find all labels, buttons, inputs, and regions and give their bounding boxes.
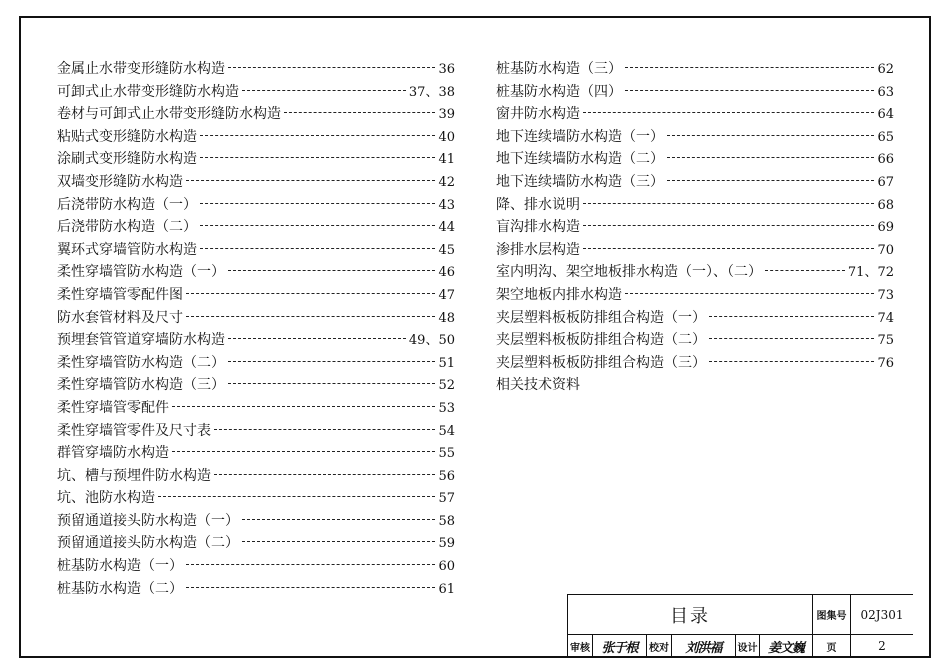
toc-entry — [57, 420, 455, 443]
atlas-number-label: 图集号 — [813, 595, 851, 635]
toc-leader-dashes — [625, 293, 874, 294]
toc-entry-page: 48 — [438, 310, 455, 326]
toc-entry-page: 76 — [877, 355, 894, 371]
toc-entry-page: 62 — [877, 62, 894, 77]
title-block — [567, 594, 913, 657]
toc-leader-dashes — [583, 112, 874, 113]
toc-entry-title: 预留通道接头防水构造（二） — [57, 535, 239, 552]
document-title: 目录 — [568, 595, 813, 635]
toc-leader-dashes — [284, 112, 435, 113]
toc-entry-title: 柔性穿墙管零配件图 — [57, 286, 183, 303]
toc-entry-page: 69 — [877, 220, 894, 236]
toc-entry — [496, 126, 894, 149]
toc-entry-title: 柔性穿墙管零配件 — [57, 399, 169, 416]
toc-entry — [57, 103, 455, 126]
toc-entry-title: 防水套管材料及尺寸 — [57, 309, 183, 326]
toc-leader-dashes — [158, 496, 435, 497]
toc-entry-title: 翼环式穿墙管防水构造 — [57, 241, 197, 258]
toc-entry — [57, 239, 455, 262]
atlas-number: 02J301 — [851, 595, 913, 635]
toc-entry — [57, 261, 455, 284]
toc-leader-dashes — [625, 67, 874, 68]
toc-entry-title: 粘贴式变形缝防水构造 — [57, 128, 197, 145]
toc-entry-page: 67 — [877, 174, 894, 190]
review-signature: 张于根 — [593, 635, 647, 657]
design-label: 设计 — [736, 635, 760, 657]
toc-entry — [57, 126, 455, 149]
toc-leader-dashes — [186, 180, 435, 181]
toc-entry — [57, 578, 455, 601]
review-label: 审核 — [568, 635, 593, 657]
toc-entry-page: 75 — [877, 333, 894, 349]
toc-entry-page: 53 — [438, 400, 455, 416]
toc-entry — [496, 284, 894, 307]
toc-leader-dashes — [186, 293, 435, 294]
toc-entry-title: 相关技术资料 — [496, 377, 580, 394]
toc-leader-dashes — [667, 157, 874, 158]
check-signature: 刘洪福 — [672, 635, 736, 657]
toc-leader-dashes — [172, 406, 435, 407]
toc-leader-dashes — [709, 316, 874, 317]
toc-entry-title: 双墙变形缝防水构造 — [57, 173, 183, 190]
toc-entry-page: 63 — [877, 84, 894, 100]
toc-entry — [57, 510, 455, 533]
toc-entry-page: 60 — [438, 559, 455, 575]
toc-entry — [57, 442, 455, 465]
toc-entry-title: 金属止水带变形缝防水构造 — [57, 61, 225, 77]
toc-leader-dashes — [228, 270, 435, 271]
toc-leader-dashes — [200, 157, 435, 158]
toc-entry — [496, 103, 894, 126]
toc-entry — [496, 171, 894, 194]
toc-entry — [57, 329, 455, 352]
toc-entry-page: 52 — [438, 378, 455, 394]
toc-leader-dashes — [583, 203, 874, 204]
toc-entry-title: 桩基防水构造（一） — [57, 558, 183, 575]
toc-leader-dashes — [242, 519, 435, 520]
toc-entry — [57, 397, 455, 420]
toc-entry-page: 51 — [438, 355, 455, 371]
toc-entry-page: 45 — [438, 242, 455, 258]
toc-leader-dashes — [242, 90, 406, 91]
toc-entry-title: 坑、槽与预埋件防水构造 — [57, 467, 211, 484]
toc-leader-dashes — [228, 361, 435, 362]
toc-entry — [57, 216, 455, 239]
toc-entry-title: 地下连续墙防水构造（一） — [496, 128, 664, 145]
toc-entry-title: 桩基防水构造（二） — [57, 580, 183, 597]
signature-row — [568, 635, 913, 657]
toc-entry-page: 58 — [438, 513, 455, 529]
toc-leader-dashes — [709, 338, 874, 339]
toc-entry-page: 42 — [438, 174, 455, 190]
toc-entry-page: 36 — [438, 62, 455, 77]
toc-entry — [496, 352, 894, 375]
toc-entry-page: 70 — [877, 242, 894, 258]
toc-leader-dashes — [186, 316, 435, 317]
toc-entry-title: 卷材与可卸式止水带变形缝防水构造 — [57, 106, 281, 123]
toc-entry-title: 地下连续墙防水构造（二） — [496, 151, 664, 168]
toc-entry-page: 49、50 — [408, 333, 455, 349]
toc-leader-dashes — [625, 90, 874, 91]
toc-leader-dashes — [214, 474, 435, 475]
toc-leader-dashes — [583, 248, 874, 249]
toc-entry-page: 44 — [438, 220, 455, 236]
toc-entry — [496, 194, 894, 217]
toc-entry-title: 预埋套管管道穿墙防水构造 — [57, 332, 225, 349]
toc-entry-title: 柔性穿墙管防水构造（一） — [57, 264, 225, 281]
toc-entry-page: 47 — [438, 287, 455, 303]
toc-entry-page: 71、72 — [847, 265, 894, 281]
toc-entry-title: 涂刷式变形缝防水构造 — [57, 151, 197, 168]
toc-entry — [496, 374, 894, 397]
toc-entry — [57, 532, 455, 555]
toc-entry-title: 后浇带防水构造（一） — [57, 196, 197, 213]
toc-entry-title: 可卸式止水带变形缝防水构造 — [57, 83, 239, 100]
toc-entry — [57, 352, 455, 375]
toc-entry-page: 46 — [438, 265, 455, 281]
toc-entry — [496, 261, 894, 284]
toc-leader-dashes — [667, 180, 874, 181]
toc-leader-dashes — [200, 135, 435, 136]
toc-entry-title: 渗排水层构造 — [496, 241, 580, 258]
toc-leader-dashes — [228, 383, 435, 384]
toc-entry-title: 地下连续墙防水构造（三） — [496, 173, 664, 190]
toc-entry — [57, 284, 455, 307]
toc-entry-page: 66 — [877, 152, 894, 168]
toc-entry — [57, 81, 455, 104]
toc-entry-page: 56 — [438, 468, 455, 484]
check-label: 校对 — [647, 635, 672, 657]
toc-entry — [57, 487, 455, 510]
toc-leader-dashes — [200, 248, 435, 249]
toc-leader-dashes — [200, 203, 435, 204]
page-number: 2 — [878, 639, 886, 653]
toc-leader-dashes — [583, 225, 874, 226]
toc-leader-dashes — [765, 270, 845, 271]
toc-leader-dashes — [242, 541, 435, 542]
toc-entry — [496, 216, 894, 239]
toc-entry-page: 55 — [438, 446, 455, 462]
toc-column-left — [57, 58, 455, 600]
toc-entry-page: 73 — [877, 287, 894, 303]
toc-entry-title: 夹层塑料板板防排组合构造（二） — [496, 332, 706, 349]
toc-entry-page: 59 — [438, 536, 455, 552]
toc-entry-page: 40 — [438, 129, 455, 145]
toc-entry-page: 65 — [877, 129, 894, 145]
toc-entry-page: 41 — [438, 152, 455, 168]
toc-entry-title: 柔性穿墙管防水构造（二） — [57, 354, 225, 371]
toc-entry-title: 桩基防水构造（三） — [496, 61, 622, 77]
toc-entry-title: 桩基防水构造（四） — [496, 83, 622, 100]
toc-entry — [496, 58, 894, 81]
toc-entry-title: 盲沟排水构造 — [496, 219, 580, 236]
toc-entry-title: 室内明沟、架空地板排水构造（一）、（二） — [496, 264, 762, 281]
toc-leader-dashes — [709, 361, 874, 362]
toc-entry-title: 群管穿墙防水构造 — [57, 445, 169, 462]
toc-entry — [57, 194, 455, 217]
toc-entry-page: 57 — [438, 491, 455, 507]
toc-entry — [496, 81, 894, 104]
toc-entry-page: 68 — [877, 197, 894, 213]
toc-leader-dashes — [186, 564, 435, 565]
toc-entry-title: 窗井防水构造 — [496, 106, 580, 123]
toc-entry — [57, 58, 455, 81]
toc-column-right — [496, 58, 894, 397]
toc-entry-page: 43 — [438, 197, 455, 213]
toc-entry-title: 后浇带防水构造（二） — [57, 219, 197, 236]
toc-entry — [496, 239, 894, 262]
toc-leader-dashes — [667, 135, 874, 136]
toc-entry-page: 61 — [438, 581, 455, 597]
toc-entry-title: 夹层塑料板板防排组合构造（三） — [496, 354, 706, 371]
page-label: 页 — [813, 635, 851, 657]
toc-leader-dashes — [172, 451, 435, 452]
toc-entry-page: 64 — [877, 107, 894, 123]
toc-entry — [57, 555, 455, 578]
toc-entry-title: 预留通道接头防水构造（一） — [57, 512, 239, 529]
toc-leader-dashes — [200, 225, 435, 226]
toc-entry-title: 架空地板内排水构造 — [496, 286, 622, 303]
toc-entry-page: 37、38 — [408, 84, 455, 100]
toc-entry — [496, 148, 894, 171]
toc-entry — [496, 329, 894, 352]
toc-leader-dashes — [228, 67, 435, 68]
toc-entry-page: 54 — [438, 423, 455, 439]
toc-entry — [57, 374, 455, 397]
toc-entry-title: 柔性穿墙管防水构造（三） — [57, 377, 225, 394]
toc-entry — [57, 148, 455, 171]
toc-entry-title: 坑、池防水构造 — [57, 490, 155, 507]
toc-entry — [57, 307, 455, 330]
toc-entry — [496, 307, 894, 330]
toc-leader-dashes — [214, 429, 435, 430]
toc-entry — [57, 171, 455, 194]
toc-leader-dashes — [228, 338, 406, 339]
toc-entry-title: 夹层塑料板板防排组合构造（一） — [496, 309, 706, 326]
toc-leader-dashes — [186, 587, 435, 588]
toc-entry-page: 74 — [877, 310, 894, 326]
toc-entry-title: 柔性穿墙管零件及尺寸表 — [57, 422, 211, 439]
toc-entry — [57, 465, 455, 488]
toc-entry-title: 降、排水说明 — [496, 196, 580, 213]
design-signature: 姜文巍 — [760, 635, 813, 657]
toc-entry-page: 39 — [438, 107, 455, 123]
